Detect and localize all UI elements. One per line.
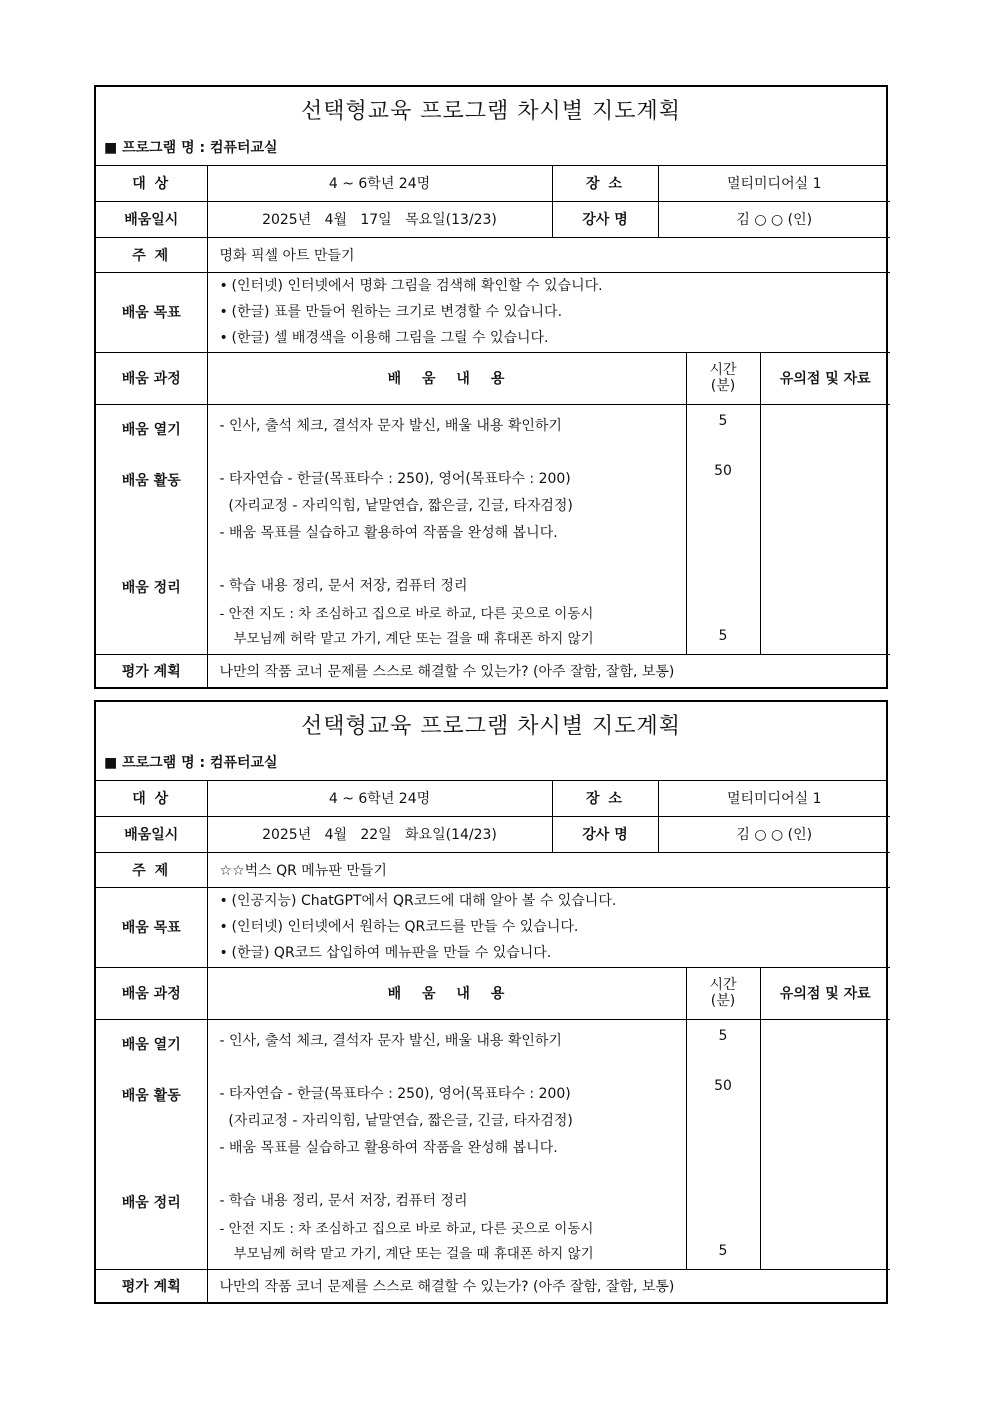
teacher-value: 김 ○ ○ (인) <box>658 201 890 237</box>
notes-column <box>760 404 890 654</box>
teacher-label: 강사 명 <box>552 816 658 852</box>
goal-item: • (인공지능) ChatGPT에서 QR코드에 대해 알아 볼 수 있습니다. <box>219 893 617 909</box>
time-column <box>686 1019 760 1269</box>
time-open: 5 <box>718 1027 728 1044</box>
content-line: - 안전 지도 : 차 조심하고 집으로 바로 하교, 다른 곳으로 이동시 <box>219 1220 594 1237</box>
target-value: 4 ~ 6학년 24명 <box>207 166 552 201</box>
plan-table <box>96 166 890 688</box>
goal-item: • (한글) 셀 배경색을 이용해 그림을 그릴 수 있습니다. <box>219 330 549 346</box>
eval-value: 나만의 작품 코너 문제를 스스로 해결할 수 있는가? (아주 잘함, 잘함, 보통) <box>207 1269 890 1303</box>
time-header: 시간 (분) <box>686 352 760 404</box>
content-line: 부모님께 허락 맡고 가기, 계단 또는 걸을 때 휴대폰 하지 않기 <box>233 630 594 647</box>
time-activity: 50 <box>714 462 732 479</box>
time-column <box>686 404 760 654</box>
content-line: - 학습 내용 정리, 문서 저장, 컴퓨터 정리 <box>219 1192 468 1209</box>
content-line: - 배움 목표를 실습하고 활용하여 작품을 완성해 봅니다. <box>219 1139 558 1156</box>
program-name: ■ 프로그램 명 : 컴퓨터교실 <box>104 755 278 771</box>
content-column <box>207 404 686 654</box>
content-line: - 타자연습 - 한글(목표타수 : 250), 영어(목표타수 : 200) <box>219 1085 571 1102</box>
content-header: 배 움 내 용 <box>207 967 686 1019</box>
content-header: 배 움 내 용 <box>207 352 686 404</box>
content-line: (자리교정 - 자리익힘, 낱말연습, 짧은글, 긴글, 타자검정) <box>219 1112 573 1129</box>
notes-column <box>760 1019 890 1269</box>
time-close: 5 <box>718 627 728 644</box>
stage-close: 배움 정리 <box>121 579 181 596</box>
content-column <box>207 1019 686 1269</box>
date-label: 배움일시 <box>96 201 207 237</box>
goals-label: 배움 목표 <box>96 272 207 352</box>
lesson-plan-1 <box>94 85 888 689</box>
plan-header <box>96 87 886 166</box>
program-name: ■ 프로그램 명 : 컴퓨터교실 <box>104 140 278 156</box>
goal-item: • (인터넷) 인터넷에서 원하는 QR코드를 만들 수 있습니다. <box>219 919 579 935</box>
plan-table <box>96 781 890 1303</box>
plan-title: 선택형교육 프로그램 차시별 지도계획 <box>300 99 681 124</box>
place-value: 멀티미디어실 1 <box>658 166 890 201</box>
stage-activity: 배움 활동 <box>121 472 181 489</box>
notes-header: 유의점 및 자료 <box>760 352 890 404</box>
time-header: 시간 (분) <box>686 967 760 1019</box>
target-label: 대 상 <box>96 166 207 201</box>
eval-label: 평가 계획 <box>96 654 207 688</box>
content-line: - 배움 목표를 실습하고 활용하여 작품을 완성해 봅니다. <box>219 524 558 541</box>
process-label: 배움 과정 <box>96 352 207 404</box>
goals-label: 배움 목표 <box>96 887 207 967</box>
content-line: - 안전 지도 : 차 조심하고 집으로 바로 하교, 다른 곳으로 이동시 <box>219 605 594 622</box>
goals-list <box>207 887 890 967</box>
content-line: (자리교정 - 자리익힘, 낱말연습, 짧은글, 긴글, 타자검정) <box>219 497 573 514</box>
content-line: - 인사, 출석 체크, 결석자 문자 발신, 배울 내용 확인하기 <box>219 417 562 434</box>
time-close: 5 <box>718 1242 728 1259</box>
target-value: 4 ~ 6학년 24명 <box>207 781 552 816</box>
topic-label: 주 제 <box>96 237 207 272</box>
place-value: 멀티미디어실 1 <box>658 781 890 816</box>
stage-column <box>96 1019 207 1269</box>
date-label: 배움일시 <box>96 816 207 852</box>
place-label: 장 소 <box>552 166 658 201</box>
content-line: - 학습 내용 정리, 문서 저장, 컴퓨터 정리 <box>219 577 468 594</box>
content-line: - 타자연습 - 한글(목표타수 : 250), 영어(목표타수 : 200) <box>219 470 571 487</box>
eval-label: 평가 계획 <box>96 1269 207 1303</box>
process-label: 배움 과정 <box>96 967 207 1019</box>
goal-item: • (인터넷) 인터넷에서 명화 그림을 검색해 확인할 수 있습니다. <box>219 278 603 294</box>
place-label: 장 소 <box>552 781 658 816</box>
date-value: 2025년 4월 22일 화요일(14/23) <box>207 816 552 852</box>
stage-column <box>96 404 207 654</box>
content-line: 부모님께 허락 맡고 가기, 계단 또는 걸을 때 휴대폰 하지 않기 <box>233 1245 594 1262</box>
target-label: 대 상 <box>96 781 207 816</box>
topic-value: 명화 픽셀 아트 만들기 <box>207 237 890 272</box>
lesson-plan-2 <box>94 700 888 1304</box>
content-line: - 인사, 출석 체크, 결석자 문자 발신, 배울 내용 확인하기 <box>219 1032 562 1049</box>
notes-header: 유의점 및 자료 <box>760 967 890 1019</box>
goal-item: • (한글) 표를 만들어 원하는 크기로 변경할 수 있습니다. <box>219 304 563 320</box>
time-open: 5 <box>718 412 728 429</box>
stage-open: 배움 열기 <box>121 421 181 438</box>
goals-list <box>207 272 890 352</box>
topic-value: ☆☆벅스 QR 메뉴판 만들기 <box>207 852 890 887</box>
eval-value: 나만의 작품 코너 문제를 스스로 해결할 수 있는가? (아주 잘함, 잘함, 보통) <box>207 654 890 688</box>
stage-open: 배움 열기 <box>121 1036 181 1053</box>
plan-title: 선택형교육 프로그램 차시별 지도계획 <box>300 714 681 739</box>
stage-activity: 배움 활동 <box>121 1087 181 1104</box>
teacher-label: 강사 명 <box>552 201 658 237</box>
topic-label: 주 제 <box>96 852 207 887</box>
goal-item: • (한글) QR코드 삽입하여 메뉴판을 만들 수 있습니다. <box>219 945 552 961</box>
teacher-value: 김 ○ ○ (인) <box>658 816 890 852</box>
stage-close: 배움 정리 <box>121 1194 181 1211</box>
time-activity: 50 <box>714 1077 732 1094</box>
plan-header <box>96 702 886 781</box>
date-value: 2025년 4월 17일 목요일(13/23) <box>207 201 552 237</box>
